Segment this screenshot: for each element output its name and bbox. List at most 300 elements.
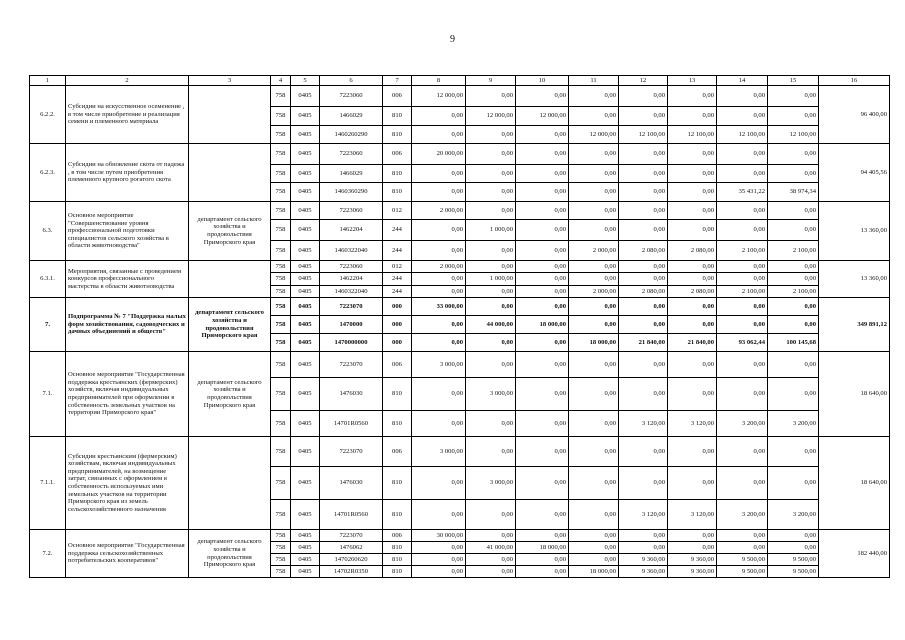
amount-cell: 0,00	[619, 107, 668, 126]
responsible-executor	[189, 437, 271, 530]
expense-type-cell: 810	[383, 183, 412, 202]
amount-cell: 3 200,00	[768, 500, 819, 530]
amount-cell: 0,00	[619, 261, 668, 273]
responsible-executor: департамент сельского хозяйства и продовольствия Приморского края	[189, 298, 271, 352]
amount-cell: 0,00	[668, 107, 717, 126]
admin-code-cell: 758	[271, 411, 291, 437]
amount-cell: 0,00	[668, 467, 717, 500]
amount-cell: 0,00	[619, 144, 668, 165]
admin-code-cell: 758	[271, 530, 291, 542]
amount-cell: 0,00	[569, 86, 619, 107]
amount-cell: 0,00	[466, 352, 516, 378]
admin-code-cell: 758	[271, 437, 291, 467]
target-code-cell: 7223070	[320, 352, 383, 378]
table-row	[30, 530, 890, 542]
section-code-cell: 0405	[291, 241, 320, 261]
amount-cell: 0,00	[569, 411, 619, 437]
admin-code-cell: 758	[271, 554, 291, 566]
amount-cell: 0,00	[569, 467, 619, 500]
section-code-cell: 0405	[291, 316, 320, 334]
amount-cell: 0,00	[717, 107, 768, 126]
amount-cell: 3 000,00	[412, 437, 466, 467]
amount-cell: 0,00	[619, 298, 668, 316]
amount-cell: 0,00	[412, 467, 466, 500]
amount-cell: 0,00	[768, 298, 819, 316]
table-row	[30, 86, 890, 107]
admin-code-cell: 758	[271, 183, 291, 202]
amount-cell: 0,00	[412, 126, 466, 144]
expense-type-cell: 810	[383, 500, 412, 530]
admin-code-cell: 758	[271, 286, 291, 298]
amount-cell: 9 360,00	[619, 566, 668, 578]
amount-cell: 0,00	[412, 500, 466, 530]
amount-cell: 0,00	[412, 165, 466, 183]
amount-cell: 0,00	[668, 352, 717, 378]
amount-cell: 0,00	[668, 165, 717, 183]
amount-cell: 0,00	[569, 165, 619, 183]
section-code-cell: 0405	[291, 286, 320, 298]
expense-type-cell: 810	[383, 467, 412, 500]
amount-cell: 0,00	[412, 542, 466, 554]
amount-cell: 0,00	[569, 144, 619, 165]
section-code-cell: 0405	[291, 86, 320, 107]
amount-cell: 0,00	[412, 273, 466, 286]
section-code-cell: 0405	[291, 500, 320, 530]
amount-cell: 2 000,00	[569, 241, 619, 261]
total-amount: 182 440,00	[819, 530, 890, 578]
amount-cell: 0,00	[668, 530, 717, 542]
amount-cell: 0,00	[569, 500, 619, 530]
amount-cell: 0,00	[466, 500, 516, 530]
item-description: Мероприятия, связанные с проведением конкурсов профессионального мастерства в области животноводства	[66, 261, 189, 298]
amount-cell: 2 080,00	[668, 241, 717, 261]
amount-cell: 0,00	[717, 298, 768, 316]
amount-cell: 0,00	[466, 261, 516, 273]
admin-code-cell: 758	[271, 261, 291, 273]
target-code-cell: 1476030	[320, 378, 383, 411]
target-code-cell: 7223060	[320, 202, 383, 220]
amount-cell: 0,00	[768, 542, 819, 554]
amount-cell: 0,00	[619, 352, 668, 378]
target-code-cell: 1460260290	[320, 126, 383, 144]
admin-code-cell: 758	[271, 542, 291, 554]
amount-cell: 0,00	[619, 467, 668, 500]
amount-cell: 0,00	[516, 241, 569, 261]
column-number-row	[30, 76, 890, 86]
target-code-cell: 1462204	[320, 220, 383, 241]
amount-cell: 12 000,00	[516, 107, 569, 126]
item-description: Основное мероприятие "Совершенствование уровня профессиональной подготовки специалистов сельского хозяйства в области животноводства"	[66, 202, 189, 261]
expense-type-cell: 012	[383, 202, 412, 220]
admin-code-cell: 758	[271, 241, 291, 261]
amount-cell: 21 840,00	[619, 334, 668, 352]
amount-cell: 1 000,00	[466, 220, 516, 241]
amount-cell: 18 000,00	[516, 316, 569, 334]
amount-cell: 0,00	[668, 202, 717, 220]
column-header: 9	[466, 76, 516, 86]
table-row	[30, 352, 890, 378]
amount-cell: 0,00	[619, 165, 668, 183]
admin-code-cell: 758	[271, 378, 291, 411]
column-header: 5	[291, 76, 320, 86]
amount-cell: 9 500,00	[717, 554, 768, 566]
expense-type-cell: 810	[383, 126, 412, 144]
expense-type-cell: 000	[383, 334, 412, 352]
section-code-cell: 0405	[291, 183, 320, 202]
section-code-cell: 0405	[291, 202, 320, 220]
amount-cell: 0,00	[668, 273, 717, 286]
target-code-cell: 1460322040	[320, 286, 383, 298]
target-code-cell: 1466029	[320, 165, 383, 183]
target-code-cell: 7223060	[320, 261, 383, 273]
amount-cell: 0,00	[569, 202, 619, 220]
amount-cell: 0,00	[768, 107, 819, 126]
amount-cell: 0,00	[668, 542, 717, 554]
amount-cell: 0,00	[466, 144, 516, 165]
expense-type-cell: 006	[383, 86, 412, 107]
amount-cell: 0,00	[516, 126, 569, 144]
amount-cell: 0,00	[466, 126, 516, 144]
total-amount: 13 360,00	[819, 202, 890, 261]
admin-code-cell: 758	[271, 273, 291, 286]
amount-cell: 0,00	[466, 411, 516, 437]
amount-cell: 0,00	[412, 566, 466, 578]
table-row	[30, 202, 890, 220]
target-code-cell: 14701R0560	[320, 500, 383, 530]
amount-cell: 0,00	[717, 467, 768, 500]
amount-cell: 0,00	[516, 298, 569, 316]
amount-cell: 0,00	[569, 542, 619, 554]
amount-cell: 9 500,00	[768, 566, 819, 578]
target-code-cell: 1460322040	[320, 241, 383, 261]
amount-cell: 0,00	[768, 165, 819, 183]
amount-cell: 0,00	[569, 107, 619, 126]
amount-cell: 0,00	[516, 202, 569, 220]
section-code-cell: 0405	[291, 411, 320, 437]
amount-cell: 0,00	[768, 261, 819, 273]
amount-cell: 0,00	[619, 437, 668, 467]
amount-cell: 0,00	[569, 437, 619, 467]
item-number: 6.2.2.	[30, 86, 66, 144]
amount-cell: 0,00	[516, 378, 569, 411]
amount-cell: 0,00	[516, 86, 569, 107]
amount-cell: 0,00	[717, 220, 768, 241]
amount-cell: 0,00	[466, 530, 516, 542]
column-header: 4	[271, 76, 291, 86]
admin-code-cell: 758	[271, 220, 291, 241]
expense-type-cell: 000	[383, 298, 412, 316]
section-code-cell: 0405	[291, 352, 320, 378]
amount-cell: 0,00	[516, 566, 569, 578]
expense-type-cell: 244	[383, 273, 412, 286]
amount-cell: 0,00	[516, 554, 569, 566]
column-header: 10	[516, 76, 569, 86]
amount-cell: 0,00	[668, 220, 717, 241]
admin-code-cell: 758	[271, 298, 291, 316]
expense-type-cell: 244	[383, 220, 412, 241]
amount-cell: 0,00	[466, 202, 516, 220]
amount-cell: 0,00	[516, 437, 569, 467]
responsible-executor	[189, 86, 271, 144]
amount-cell: 0,00	[516, 334, 569, 352]
column-header: 15	[768, 76, 819, 86]
expense-type-cell: 000	[383, 316, 412, 334]
amount-cell: 0,00	[768, 144, 819, 165]
expense-type-cell: 810	[383, 411, 412, 437]
amount-cell: 2 100,00	[768, 241, 819, 261]
amount-cell: 20 000,00	[412, 144, 466, 165]
amount-cell: 0,00	[569, 298, 619, 316]
amount-cell: 3 120,00	[619, 411, 668, 437]
amount-cell: 2 080,00	[619, 286, 668, 298]
amount-cell: 0,00	[717, 144, 768, 165]
amount-cell: 0,00	[668, 183, 717, 202]
amount-cell: 0,00	[466, 183, 516, 202]
budget-table	[29, 75, 890, 578]
amount-cell: 18 000,00	[569, 566, 619, 578]
amount-cell: 3 200,00	[768, 411, 819, 437]
amount-cell: 12 100,00	[668, 126, 717, 144]
amount-cell: 0,00	[516, 144, 569, 165]
target-code-cell: 1466029	[320, 107, 383, 126]
amount-cell: 0,00	[569, 220, 619, 241]
amount-cell: 38 974,34	[768, 183, 819, 202]
admin-code-cell: 758	[271, 352, 291, 378]
amount-cell: 0,00	[569, 261, 619, 273]
amount-cell: 0,00	[717, 86, 768, 107]
admin-code-cell: 758	[271, 202, 291, 220]
amount-cell: 0,00	[768, 530, 819, 542]
amount-cell: 0,00	[516, 220, 569, 241]
table-row	[30, 437, 890, 467]
column-header: 8	[412, 76, 466, 86]
responsible-executor: департамент сельского хозяйства и продовольствия Приморского края	[189, 530, 271, 578]
amount-cell: 12 000,00	[412, 86, 466, 107]
amount-cell: 0,00	[569, 183, 619, 202]
amount-cell: 12 100,00	[717, 126, 768, 144]
amount-cell: 9 360,00	[668, 566, 717, 578]
amount-cell: 0,00	[768, 352, 819, 378]
amount-cell: 1 000,00	[466, 273, 516, 286]
amount-cell: 0,00	[668, 378, 717, 411]
amount-cell: 0,00	[466, 437, 516, 467]
amount-cell: 0,00	[466, 298, 516, 316]
amount-cell: 0,00	[717, 273, 768, 286]
amount-cell: 0,00	[412, 286, 466, 298]
expense-type-cell: 012	[383, 261, 412, 273]
amount-cell: 0,00	[668, 144, 717, 165]
amount-cell: 0,00	[412, 183, 466, 202]
amount-cell: 0,00	[619, 316, 668, 334]
amount-cell: 0,00	[412, 107, 466, 126]
admin-code-cell: 758	[271, 500, 291, 530]
target-code-cell: 7223070	[320, 530, 383, 542]
item-description: Подпрограмма № 7 "Поддержка малых форм хозяйствования, садоводческих и дачных объединений и обществ"	[66, 298, 189, 352]
amount-cell: 0,00	[768, 220, 819, 241]
admin-code-cell: 758	[271, 566, 291, 578]
column-header: 7	[383, 76, 412, 86]
section-code-cell: 0405	[291, 298, 320, 316]
amount-cell: 0,00	[569, 352, 619, 378]
expense-type-cell: 810	[383, 566, 412, 578]
expense-type-cell: 244	[383, 286, 412, 298]
target-code-cell: 1462204	[320, 273, 383, 286]
amount-cell: 18 000,00	[516, 542, 569, 554]
section-code-cell: 0405	[291, 334, 320, 352]
table-row	[30, 298, 890, 316]
column-header: 2	[66, 76, 189, 86]
section-code-cell: 0405	[291, 554, 320, 566]
admin-code-cell: 758	[271, 316, 291, 334]
amount-cell: 0,00	[466, 566, 516, 578]
item-number: 7.2.	[30, 530, 66, 578]
amount-cell: 0,00	[619, 86, 668, 107]
amount-cell: 0,00	[466, 554, 516, 566]
amount-cell: 0,00	[412, 378, 466, 411]
amount-cell: 0,00	[412, 316, 466, 334]
amount-cell: 0,00	[768, 437, 819, 467]
target-code-cell: 14701R0560	[320, 411, 383, 437]
section-code-cell: 0405	[291, 378, 320, 411]
item-description: Субсидии на искусственное осеменение , в том числе приобретение и реализация семени и племенного материала	[66, 86, 189, 144]
section-code-cell: 0405	[291, 261, 320, 273]
admin-code-cell: 758	[271, 126, 291, 144]
amount-cell: 3 200,00	[717, 411, 768, 437]
amount-cell: 9 360,00	[619, 554, 668, 566]
amount-cell: 0,00	[717, 378, 768, 411]
amount-cell: 0,00	[516, 530, 569, 542]
amount-cell: 2 080,00	[619, 241, 668, 261]
amount-cell: 18 000,00	[569, 334, 619, 352]
amount-cell: 0,00	[569, 378, 619, 411]
target-code-cell: 1476062	[320, 542, 383, 554]
section-code-cell: 0405	[291, 165, 320, 183]
amount-cell: 0,00	[619, 220, 668, 241]
target-code-cell: 7223060	[320, 144, 383, 165]
item-description: Основное мероприятие "Государственная поддержка крестьянских (фермерских) хозяйств, включая индивидуальных предпринимателей при оформлении в собственность земельных участков на территории Приморского края"	[66, 352, 189, 437]
target-code-cell: 7223060	[320, 86, 383, 107]
amount-cell: 9 360,00	[668, 554, 717, 566]
item-number: 7.	[30, 298, 66, 352]
target-code-cell: 1470260620	[320, 554, 383, 566]
target-code-cell: 7223070	[320, 437, 383, 467]
item-number: 6.2.3.	[30, 144, 66, 202]
amount-cell: 0,00	[768, 202, 819, 220]
section-code-cell: 0405	[291, 126, 320, 144]
amount-cell: 0,00	[717, 352, 768, 378]
amount-cell: 0,00	[466, 165, 516, 183]
amount-cell: 0,00	[619, 202, 668, 220]
column-header: 12	[619, 76, 668, 86]
column-header: 3	[189, 76, 271, 86]
amount-cell: 3 000,00	[466, 378, 516, 411]
column-header: 6	[320, 76, 383, 86]
amount-cell: 0,00	[516, 261, 569, 273]
amount-cell: 0,00	[668, 298, 717, 316]
responsible-executor: департамент сельского хозяйства и продовольствия Приморского края	[189, 202, 271, 261]
total-amount: 96 400,00	[819, 86, 890, 144]
amount-cell: 0,00	[619, 273, 668, 286]
amount-cell: 0,00	[717, 165, 768, 183]
amount-cell: 0,00	[768, 467, 819, 500]
amount-cell: 2 000,00	[412, 261, 466, 273]
amount-cell: 0,00	[466, 286, 516, 298]
amount-cell: 0,00	[412, 334, 466, 352]
amount-cell: 12 100,00	[768, 126, 819, 144]
amount-cell: 0,00	[717, 542, 768, 554]
table-row	[30, 261, 890, 273]
amount-cell: 33 000,00	[412, 298, 466, 316]
item-number: 7.1.1.	[30, 437, 66, 530]
amount-cell: 0,00	[768, 273, 819, 286]
amount-cell: 9 500,00	[717, 566, 768, 578]
amount-cell: 3 120,00	[668, 411, 717, 437]
expense-type-cell: 006	[383, 352, 412, 378]
amount-cell: 0,00	[569, 273, 619, 286]
amount-cell: 0,00	[516, 165, 569, 183]
section-code-cell: 0405	[291, 273, 320, 286]
section-code-cell: 0405	[291, 107, 320, 126]
amount-cell: 3 000,00	[412, 352, 466, 378]
expense-type-cell: 244	[383, 241, 412, 261]
target-code-cell: 1476030	[320, 467, 383, 500]
admin-code-cell: 758	[271, 165, 291, 183]
amount-cell: 12 100,00	[619, 126, 668, 144]
section-code-cell: 0405	[291, 530, 320, 542]
total-amount: 94 405,56	[819, 144, 890, 202]
amount-cell: 2 100,00	[717, 286, 768, 298]
expense-type-cell: 810	[383, 378, 412, 411]
amount-cell: 35 431,22	[717, 183, 768, 202]
amount-cell: 3 200,00	[717, 500, 768, 530]
total-amount: 349 891,12	[819, 298, 890, 352]
amount-cell: 44 000,00	[466, 316, 516, 334]
amount-cell: 41 000,00	[466, 542, 516, 554]
amount-cell: 0,00	[412, 220, 466, 241]
admin-code-cell: 758	[271, 467, 291, 500]
column-header: 11	[569, 76, 619, 86]
total-amount: 18 640,00	[819, 352, 890, 437]
expense-type-cell: 810	[383, 554, 412, 566]
item-description: Основное мероприятие "Государственная поддержка сельскохозяйственных потребительских кооперативов"	[66, 530, 189, 578]
amount-cell: 0,00	[717, 202, 768, 220]
amount-cell: 0,00	[516, 411, 569, 437]
section-code-cell: 0405	[291, 437, 320, 467]
admin-code-cell: 758	[271, 86, 291, 107]
target-code-cell: 1460360290	[320, 183, 383, 202]
column-header: 16	[819, 76, 890, 86]
amount-cell: 0,00	[569, 530, 619, 542]
column-header: 14	[717, 76, 768, 86]
item-number: 7.1.	[30, 352, 66, 437]
amount-cell: 0,00	[516, 467, 569, 500]
table-body	[30, 86, 890, 578]
amount-cell: 100 145,68	[768, 334, 819, 352]
amount-cell: 0,00	[717, 261, 768, 273]
column-header: 13	[668, 76, 717, 86]
amount-cell: 2 080,00	[668, 286, 717, 298]
amount-cell: 0,00	[619, 530, 668, 542]
amount-cell: 0,00	[768, 378, 819, 411]
expense-type-cell: 006	[383, 530, 412, 542]
amount-cell: 0,00	[412, 411, 466, 437]
section-code-cell: 0405	[291, 542, 320, 554]
amount-cell: 0,00	[516, 500, 569, 530]
responsible-executor	[189, 144, 271, 202]
amount-cell: 2 100,00	[768, 286, 819, 298]
amount-cell: 0,00	[668, 86, 717, 107]
target-code-cell: 1470000	[320, 316, 383, 334]
